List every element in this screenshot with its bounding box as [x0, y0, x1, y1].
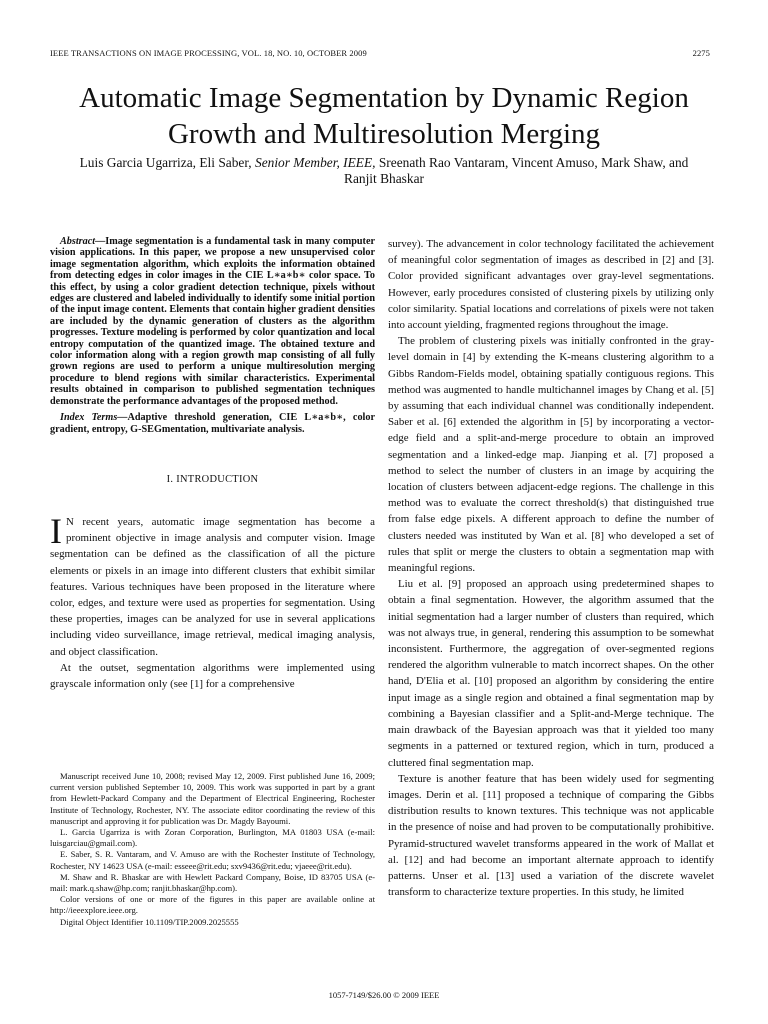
author-name: Eli Saber, — [199, 155, 252, 170]
left-column — [50, 236, 375, 692]
body-paragraph: survey). The advancement in color technology facilitated the achievement of meaningful color segmentation of images as described in [2] and [3]. Color provided significant advantages over gray-level segmentations. However, early procedures consisted of clustering pixels by utilizing only color similarity. Spatial locations and correlations of pixels were not taken into account yielding, fragmented regions throughout the image. — [388, 238, 714, 332]
author-list — [40, 155, 728, 187]
abstract-text: Image segmentation is a fundamental task in many computer vision applications. In this paper, we propose a new unsupervised color image segmentation algorithm, which exploits the information obtained from detecting edges in color images in the CIE L∗a∗b∗ color space. To this effect, by using a color gradient detection technique, pixels without edges are clustered and labeled individually to identify some initial portion of the input image content. Elements that contain higher gradient densities are included by the dynamic generation of clusters as the algorithm progresses. Texture modeling is performed by color quantization and local entropy computation of the quantized image. The obtained texture and color information along with a region growth map consisting of all fully grown regions are used to perform a unique multiresolution merging procedure to blend regions with similar characteristics. Experimental results obtained in comparison to published segmentation techniques demonstrate the performance advantages of the proposed method. — [50, 236, 375, 407]
author-name: Vincent Amuso, — [511, 155, 598, 170]
index-terms — [50, 412, 375, 435]
abstract — [50, 236, 375, 407]
page-number: 2275 — [692, 48, 710, 58]
journal-name: IEEE TRANSACTIONS ON IMAGE PROCESSING, VOL. 18, NO. 10, OCTOBER 2009 — [50, 48, 367, 58]
footnotes — [50, 771, 375, 928]
footnote: Color versions of one or more of the figures in this paper are available online at http://ieeexplore.ieee.org. — [50, 894, 375, 916]
copyright-footer: 1057-7149/$26.00 © 2009 IEEE — [328, 990, 440, 1000]
footnote: E. Saber, S. R. Vantaram, and V. Amuso are with the Rochester Institute of Technology, Rochester, NY 14623 USA (e-mail: esseee@rit.edu; sxv9436@rit.edu; vjaeee@rit.edu). — [50, 849, 375, 871]
author-name: Sreenath Rao Vantaram, — [378, 155, 509, 170]
author-name: Mark Shaw, and — [601, 155, 689, 170]
body-paragraph: Liu et al. [9] proposed an approach using predetermined shapes to obtain a final segmentation. However, the algorithm assumed that the initial segmentation had a larger number of clusters than required, which was not always true, in general, rendering this assumption to be somewhat inconsistent. Furthermore, the aggregation of over-segmented regions rendered the algorithm vulnerable to match incorrect shapes. On the other hand, D'Elia et al. [10] proposed an algorithm by considering the entire input image as a single region and obtained a final segmentation map by combining a Bayesian classifier and a Split-and-Merge technique. The main drawback of the Bayesian approach was that it yielded too many segments in a patterned or textured region, which in turn, produced a cluttered final segmentation map. — [388, 578, 714, 769]
footnote: L. Garcia Ugarriza is with Zoran Corporation, Burlington, MA 01803 USA (e-mail: luisgarciau@gmail.com). — [50, 827, 375, 849]
running-header — [50, 48, 710, 62]
paper-title-line-1: Automatic Image Segmentation by Dynamic Region — [79, 82, 689, 114]
section-heading: I. INTRODUCTION — [166, 473, 259, 485]
intro-paragraph: At the outset, segmentation algorithms were implemented using grayscale information only (see [1] for a comprehensive — [50, 661, 375, 690]
footnote: Manuscript received June 10, 2008; revised May 12, 2009. First published June 16, 2009; current version published September 10, 2009. This work was supported in part by a grant from Hewlett-Packard Company and the Department of Electrical Engineering, Rochester Institute of Technology, Rochester, NY. The associate editor coordinating the review of this manuscript and approving it for publication was Dr. Magdy Bayoumi. — [50, 771, 375, 826]
intro-paragraph — [50, 510, 375, 660]
index-terms-label: Index Terms— — [60, 412, 128, 424]
paper-title-line-2: Growth and Multiresolution Merging — [167, 118, 600, 150]
intro-paragraph-text: N recent years, automatic image segmentation has become a prominent objective in image analysis and computer vision. Image segmentation can be defined as the classification of all the picture elements or pixels in an image into different clusters that exhibit similar features. Various techniques have been proposed in the literature where color, edges, and texture were used as properties for segmentation. Using these properties, images can be analyzed for use in several applications including video surveillance, image retrieval, medical imaging analysis, and object classification. — [50, 515, 375, 658]
body-paragraph: Texture is another feature that has been widely used for segmenting images. Derin et al. [11] proposed a technique of comparing the Gibbs distribution results to known textures. This technique was not applicable in the presence of noise and had proven to be computationally prohibitive. Pyramid-structured wavelet transforms appeared in the work of Mallat et al. [12] and had become an important alternate approach to identify patterns. Unser et al. [13] used a variation of the discrete wavelet transform to characterize texture properties. In this study, he limited — [388, 772, 714, 899]
paper-title — [0, 80, 768, 152]
index-terms-text: Adaptive threshold generation, CIE L∗a∗b∗, color gradient, entropy, G-SEGmentation, multivariate analysis. — [50, 412, 375, 435]
author-name: Luis Garcia Ugarriza, — [79, 155, 196, 170]
footnote: Digital Object Identifier 10.1109/TIP.2009.2025555 — [60, 916, 239, 927]
footnote: M. Shaw and R. Bhaskar are with Hewlett Packard Company, Boise, ID 83705 USA (e-mail: mark.q.shaw@hp.com; ranjit.bhaskar@hp.com). — [50, 871, 375, 894]
abstract-label: Abstract— — [60, 236, 106, 247]
body-paragraph: The problem of clustering pixels was initially confronted in the gray-level domain in [4] by extending the K-means clustering algorithm to a Gibbs Random-Fields model, obtaining spatially contiguous regions. This method was augmented to handle multichannel images by Chang et al. [5] by assuming that each individual channel was conditionally independent. Saber et al. [6] extended the algorithm in [5] by incorporating a vector-edge field and a split-and-merge procedure to obtain an improved segmentation and a linked-edge map. Jianping et al. [7] proposed a method to select the number of clusters in an image by acquiring the location of clusters between adjacent-edge regions. The challenge in this method was to evaluate the correct threshold(s) that distinguished true from false edge pixels. A different approach to define the number of clusters needed was instituted by Wan et al. [8] who developed a set of rules that split or merge the clusters to obtain a segmentation map with meaningful regions. — [388, 335, 714, 575]
right-column — [388, 236, 714, 900]
author-membership: Senior Member, IEEE, — [255, 155, 376, 170]
drop-cap: I — [50, 510, 62, 551]
author-name: Ranjit Bhaskar — [344, 171, 424, 186]
